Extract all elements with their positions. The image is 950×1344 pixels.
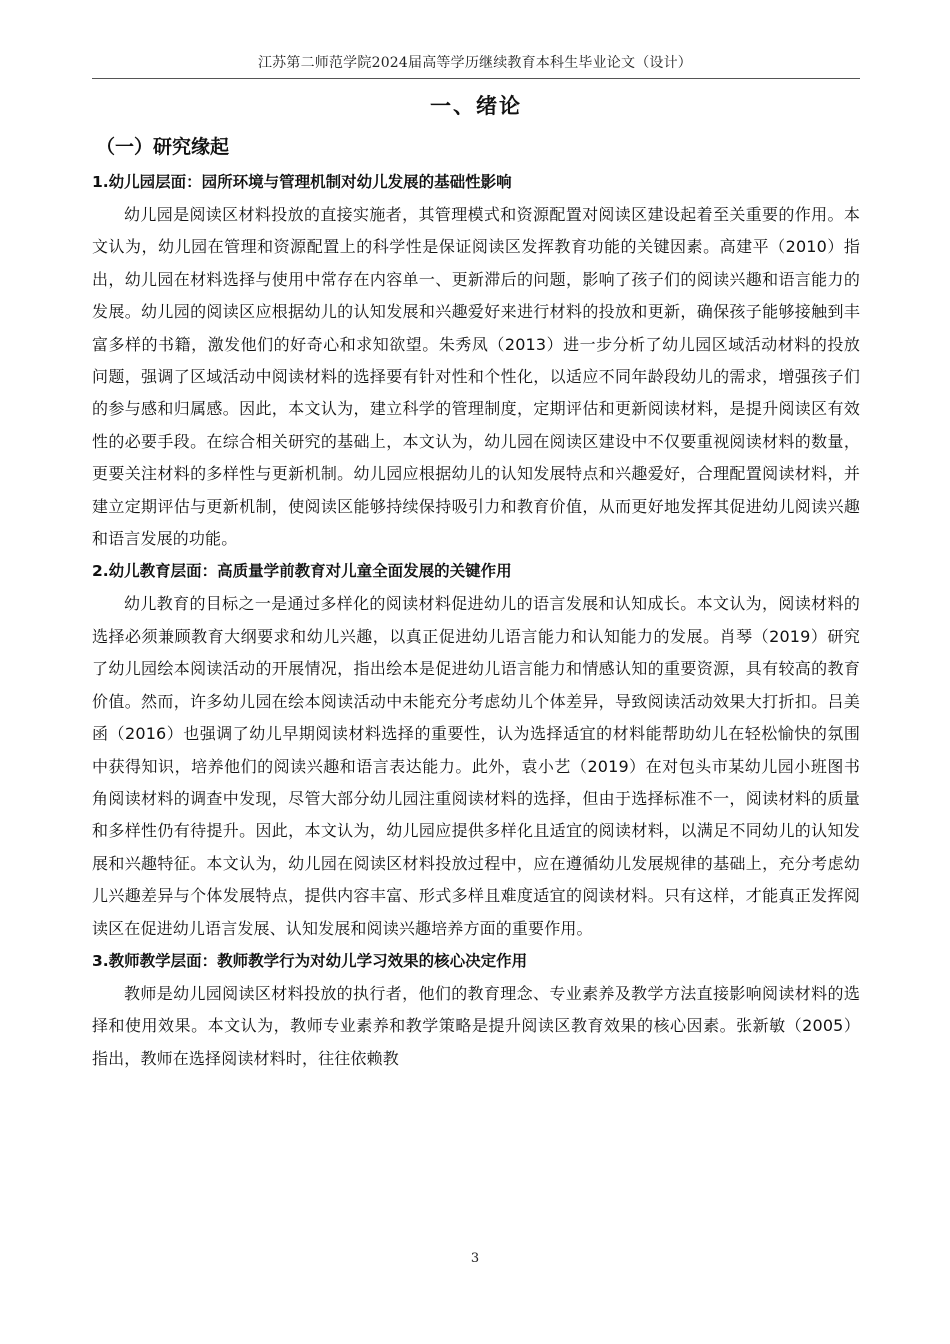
- document-body: [92, 88, 860, 1075]
- paragraph-1: 幼儿园是阅读区材料投放的直接实施者，其管理模式和资源配置对阅读区建设起着至关重要的作用。本文认为，幼儿园在管理和资源配置上的科学性是保证阅读区发挥教育功能的关键因素。高建平（2010）指出，幼儿园在材料选择与使用中常存在内容单一、更新滞后的问题，影响了孩子们的阅读兴趣和语言能力的发展。幼儿园的阅读区应根据幼儿的认知发展和兴趣爱好来进行材料的投放和更新，确保孩子能够接触到丰富多样的书籍，激发他们的好奇心和求知欲望。朱秀凤（2013）进一步分析了幼儿园区域活动材料的投放问题，强调了区域活动中阅读材料的选择要有针对性和个性化，以适应不同年龄段幼儿的需求，增强孩子们的参与感和归属感。因此，本文认为，建立科学的管理制度，定期评估和更新阅读材料，是提升阅读区有效性的必要手段。在综合相关研究的基础上，本文认为，幼儿园在阅读区建设中不仅要重视阅读材料的数量，更要关注材料的多样性与更新机制。幼儿园应根据幼儿的认知发展特点和兴趣爱好，合理配置阅读材料，并建立定期评估与更新机制，使阅读区能够持续保持吸引力和教育价值，从而更好地发挥其促进幼儿阅读兴趣和语言发展的功能。: [92, 205, 860, 549]
- paragraph-2: 幼儿教育的目标之一是通过多样化的阅读材料促进幼儿的语言发展和认知成长。本文认为，阅读材料的选择必须兼顾教育大纲要求和幼儿兴趣，以真正促进幼儿语言能力和认知能力的发展。肖琴（2019）研究了幼儿园绘本阅读活动的开展情况，指出绘本是促进幼儿语言能力和情感认知的重要资源，具有较高的教育价值。然而，许多幼儿园在绘本阅读活动中未能充分考虑幼儿个体差异，导致阅读活动效果大打折扣。吕美函（2016）也强调了幼儿早期阅读材料选择的重要性，认为选择适宜的材料能帮助幼儿在轻松愉快的氛围中获得知识，培养他们的阅读兴趣和语言表达能力。此外，袁小艺（2019）在对包头市某幼儿园小班图书角阅读材料的调查中发现，尽管大部分幼儿园注重阅读材料的选择，但由于选择标准不一，阅读材料的质量和多样性仍有待提升。因此，本文认为，幼儿园应提供多样化且适宜的阅读材料，以满足不同幼儿的认知发展和兴趣特征。本文认为，幼儿园在阅读区材料投放过程中，应在遵循幼儿发展规律的基础上，充分考虑幼儿兴趣差异与个体发展特点，提供内容丰富、形式多样且难度适宜的阅读材料。只有这样，才能真正发挥阅读区在促进幼儿语言发展、认知发展和阅读兴趣培养方面的重要作用。: [92, 594, 860, 938]
- subsection-title-1: 1.幼儿园层面：园所环境与管理机制对幼儿发展的基础性影响: [92, 173, 512, 191]
- chapter-title: 一、绪论: [430, 94, 522, 118]
- header-rule: [92, 78, 860, 79]
- section-title: （一）研究缘起: [96, 136, 230, 158]
- page-number: 3: [470, 1251, 480, 1266]
- subsection-title-2: 2.幼儿教育层面：高质量学前教育对儿童全面发展的关键作用: [92, 562, 512, 581]
- paragraph-3: 教师是幼儿园阅读区材料投放的执行者，他们的教育理念、专业素养及教学方法直接影响阅读材料的选择和使用效果。本文认为，教师专业素养和教学策略是提升阅读区教育效果的核心因素。张新敏（2005）指出，教师在选择阅读材料时，往往依赖教: [92, 983, 860, 1068]
- running-header: 江苏第二师范学院2024届高等学历继续教育本科生毕业论文（设计）: [257, 55, 693, 71]
- subsection-title-3: 3.教师教学层面：教师教学行为对幼儿学习效果的核心决定作用: [92, 951, 528, 970]
